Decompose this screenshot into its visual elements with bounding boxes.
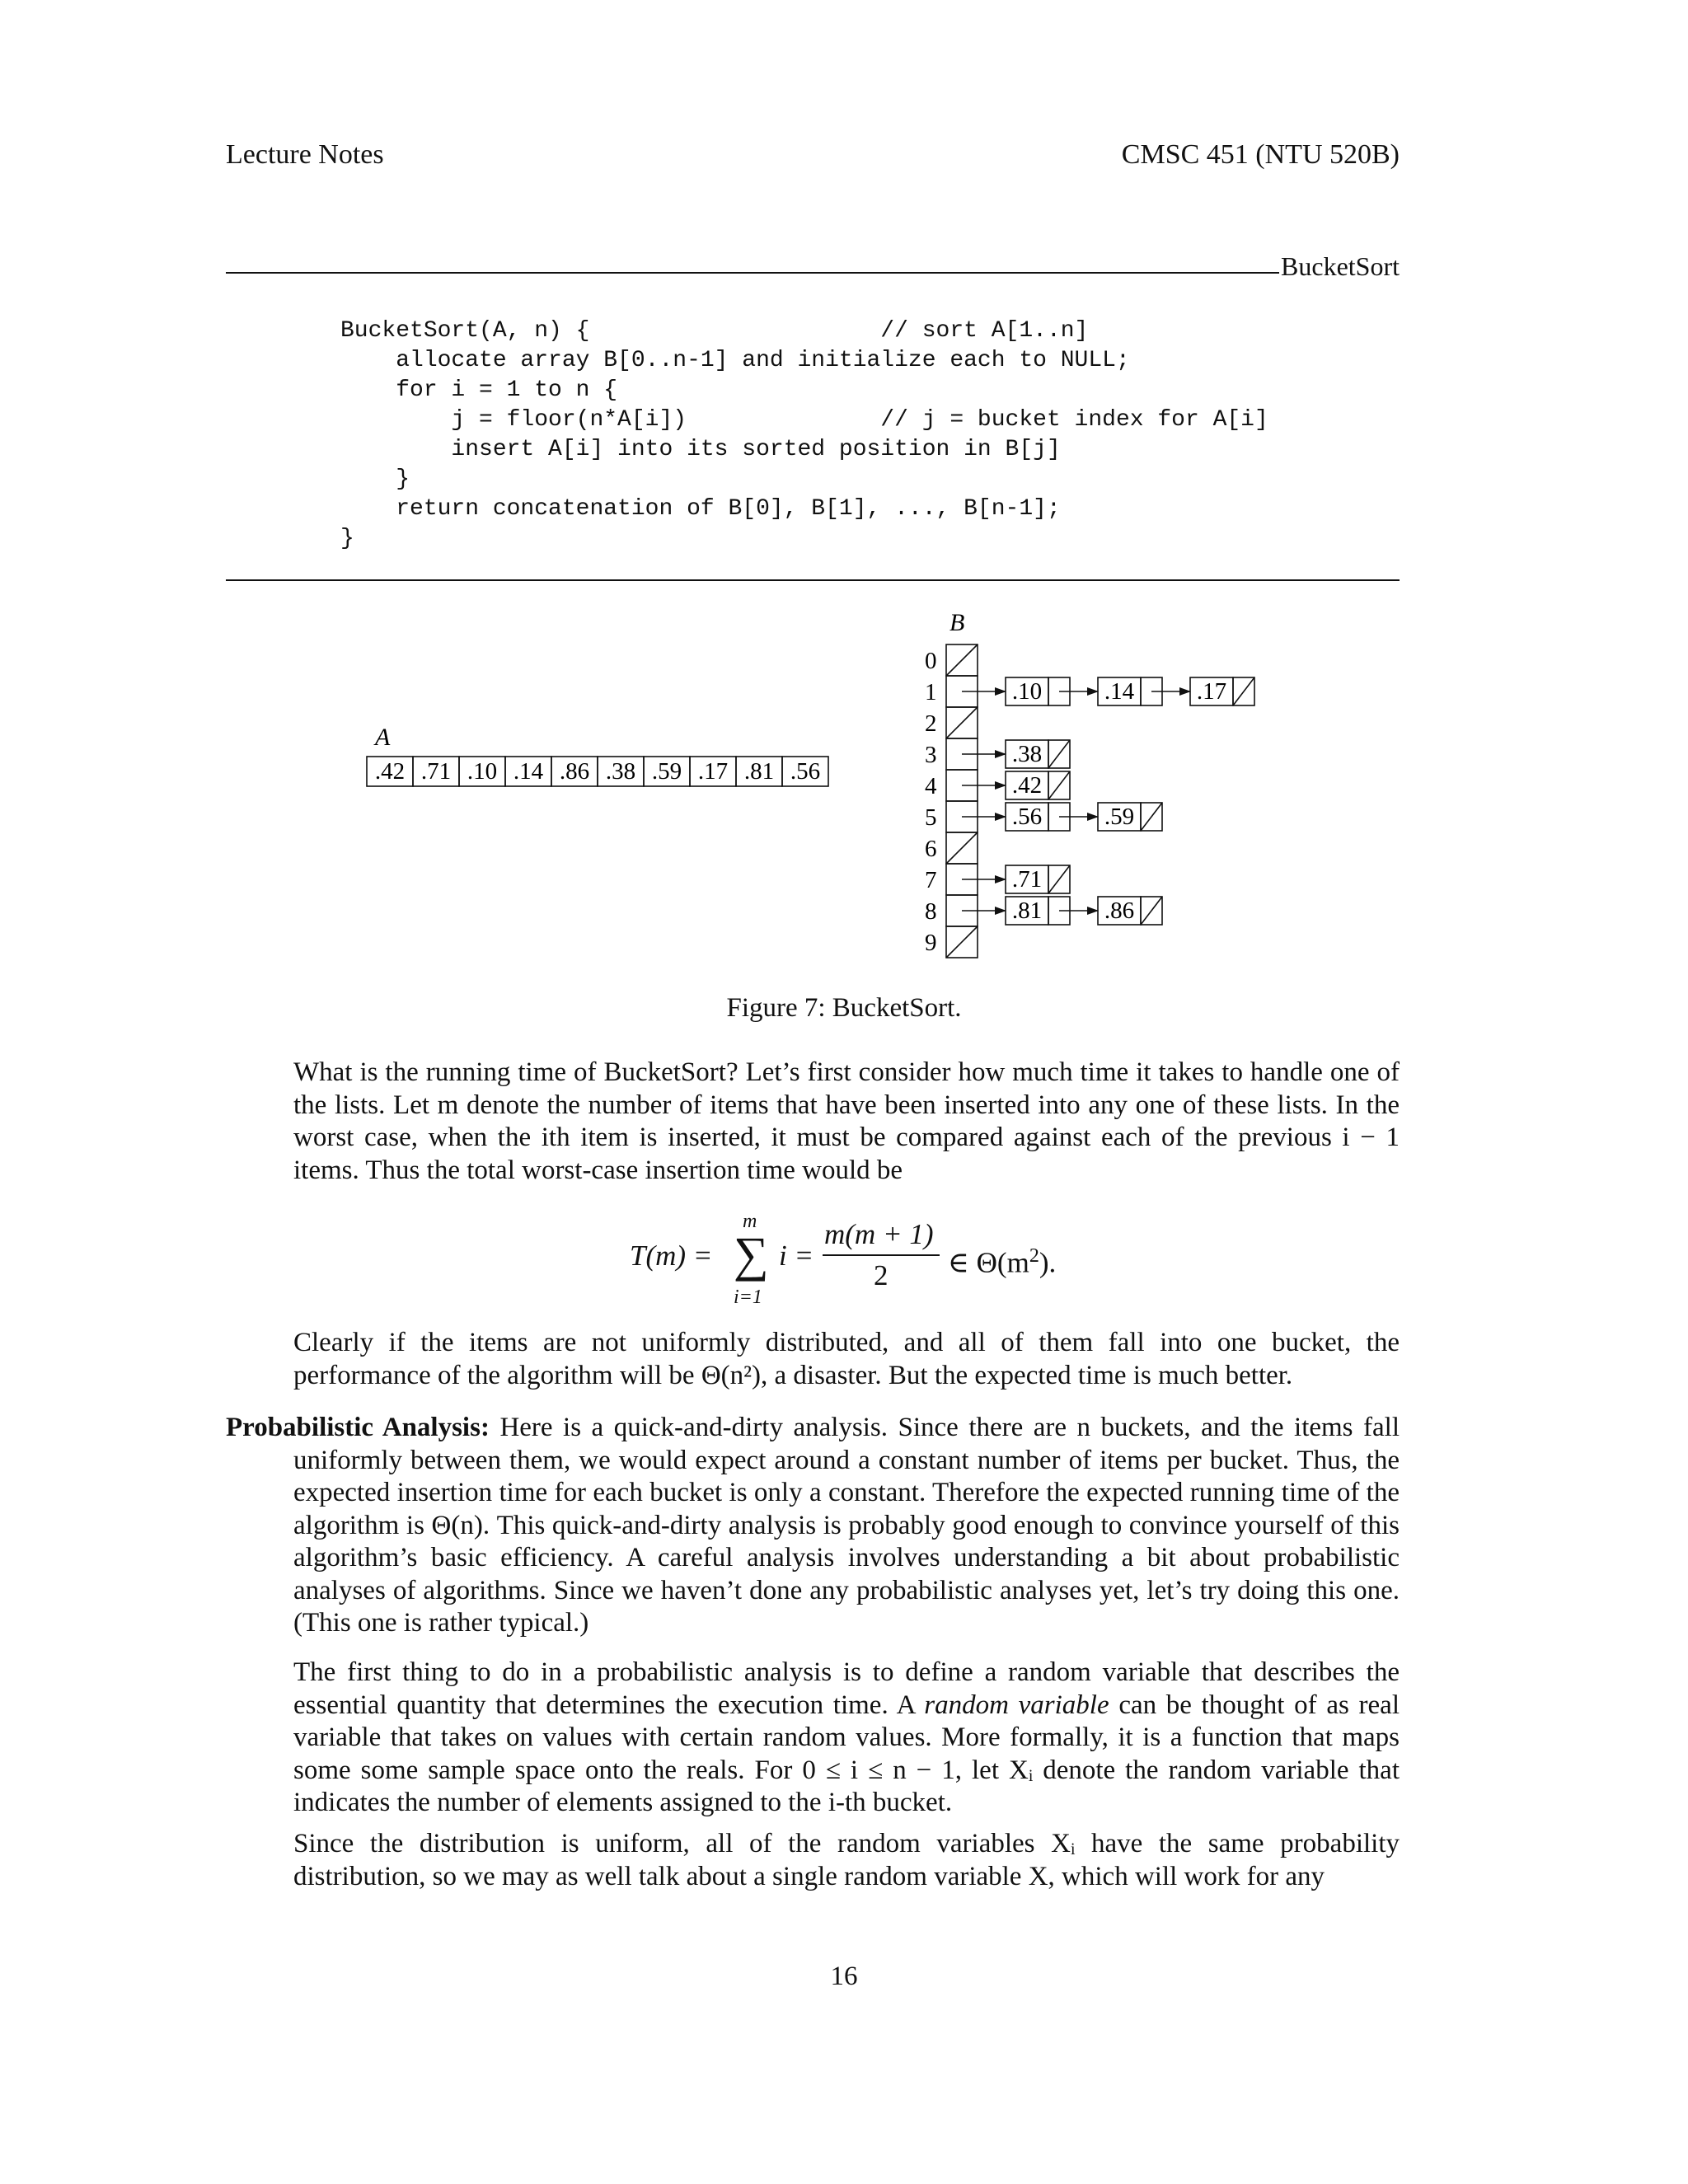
null-pointer-slash: [1141, 803, 1162, 831]
code-line: for i = 1 to n {: [340, 377, 618, 403]
paragraph-running-time: [293, 1057, 1400, 1187]
code-listing: [340, 316, 1268, 554]
list-node-text: .38: [1011, 741, 1043, 767]
section-rule-top: [226, 272, 1279, 274]
array-value: .38: [605, 758, 636, 785]
paragraph-nonuniform: [293, 1327, 1400, 1392]
bucket-index: 6: [925, 836, 937, 862]
bucket-index: 4: [925, 773, 937, 799]
array-value: .42: [374, 758, 406, 785]
code-line: }: [340, 526, 354, 551]
section-rule-bottom: [226, 579, 1400, 581]
section-label: BucketSort: [1281, 251, 1400, 281]
bucket-index: 5: [925, 804, 937, 831]
null-pointer-slash: [946, 644, 978, 676]
list-node-text: .81: [1011, 898, 1043, 924]
list-node-text: .71: [1011, 866, 1043, 893]
array-value: .10: [467, 758, 498, 785]
code-line: j = floor(n*A[i]) // j = bucket index for A[i]: [340, 407, 1268, 433]
bucketsort-diagram: [354, 606, 1343, 968]
null-pointer-slash: [1048, 771, 1070, 799]
array-value: .59: [651, 758, 682, 785]
page-number: 16: [830, 1961, 858, 1991]
list-node-text: .17: [1196, 678, 1227, 705]
equation-rhs: [948, 1240, 1056, 1280]
fraction-denominator: 2: [874, 1259, 889, 1291]
sum-upper-limit: m: [743, 1211, 757, 1232]
fraction-bar: [823, 1254, 940, 1256]
bucket-index: 2: [925, 710, 937, 737]
rhs-end: ).: [1039, 1246, 1057, 1279]
display-equation: [0, 1211, 1688, 1308]
paragraph-text: The first thing to do in a probabilistic analysis is to define a random variable that describes the essential quantity that determines the execution time. A: [293, 1657, 1400, 1720]
figure-caption: Figure 7: BucketSort.: [726, 993, 962, 1023]
bucket-index: 7: [925, 867, 937, 893]
fraction-numerator: m(m + 1): [824, 1218, 934, 1250]
bucketsort-figure: [354, 606, 1343, 968]
rhs-exponent: 2: [1029, 1245, 1039, 1267]
paragraph-text: What is the running time of BucketSort? Let’s first consider how much time it takes to handle one of the lists. Let m denote the number of items that have been inserted into any one of these lists. In the worst case, when the ith item is inserted, it must be compared against each of the previous i − 1 items. Thus the total worst-case insertion time would be: [293, 1057, 1400, 1185]
null-pointer-slash: [946, 707, 978, 738]
list-node-text: .56: [1011, 804, 1043, 830]
summand: i =: [779, 1240, 814, 1272]
code-line: return concatenation of B[0], B[1], ..., B[n-1];: [340, 496, 1061, 522]
paragraph-text: can be thought of as real variable that takes on values with certain random values. More formally, it is a function that maps some some sample space onto the reals. For 0 ≤ i ≤ n − 1, let Xᵢ denote the random variable that indicates the number of elements assigned to the i-th bucket.: [293, 1690, 1400, 1817]
list-node-text: .42: [1011, 772, 1043, 799]
null-pointer-slash: [1141, 897, 1162, 925]
paragraph-text: Here is a quick-and-dirty analysis. Since there are n buckets, and the items fall uniformly between them, we would expect around a constant number of items per bucket. Thus, the expected insertion time for each bucket is only a constant. Therefore the expected running time of the algorithm is Θ(n). This quick-and-dirty analysis is probably good enough to convince yourself of this algorithm’s basic efficiency. A careful analysis involves understanding a bit about probabilistic analyses of algorithms. Since we haven’t done any probabilistic analyses yet, let’s try doing this one. (This one is rather typical.): [293, 1413, 1400, 1638]
equation-lhs: T(m) =: [630, 1240, 713, 1272]
array-value: .81: [743, 758, 775, 785]
bucket-index: 3: [925, 742, 937, 768]
array-value: .17: [697, 758, 729, 785]
array-label: A: [375, 724, 391, 751]
list-node-text: .86: [1104, 898, 1135, 924]
paragraph-random-variable: [293, 1657, 1400, 1820]
null-pointer-slash: [946, 832, 978, 864]
code-line: allocate array B[0..n-1] and initialize each to NULL;: [340, 348, 1130, 373]
array-value: .56: [790, 758, 821, 785]
null-pointer-slash: [1233, 677, 1254, 705]
running-header-right: CMSC 451 (NTU 520B): [1121, 139, 1400, 170]
list-node-text: .59: [1104, 804, 1135, 830]
list-node-text: .14: [1104, 678, 1135, 705]
null-pointer-slash: [1048, 740, 1070, 768]
buckets-label: B: [950, 609, 965, 636]
rhs-text: ∈ Θ(m: [948, 1246, 1029, 1279]
bucket-index: 0: [925, 648, 937, 674]
null-pointer-slash: [1048, 865, 1070, 893]
list-node-text: .10: [1011, 678, 1043, 705]
null-pointer-slash: [946, 926, 978, 958]
array-value: .71: [420, 758, 452, 785]
sum-lower-limit: i=1: [734, 1286, 762, 1308]
bucket-index: 9: [925, 930, 937, 956]
paragraph-text: Clearly if the items are not uniformly distributed, and all of them fall into one bucket, the performance of the algorithm will be Θ(n²), a disaster. But the expected time is much better.: [293, 1328, 1400, 1390]
paragraph-text: Since the distribution is uniform, all of the random variables Xᵢ have the same probability distribution, so we may as well talk about a single random variable X, which will work for any: [293, 1829, 1400, 1891]
sum-symbol: ∑: [734, 1227, 769, 1282]
running-header-left: Lecture Notes: [226, 139, 384, 170]
emphasis-term: random variable: [924, 1690, 1109, 1720]
code-line: insert A[i] into its sorted position in B[j]: [340, 437, 1061, 462]
array-value: .14: [513, 758, 544, 785]
paragraph-probabilistic-analysis: [226, 1412, 1400, 1640]
code-line: BucketSort(A, n) { // sort A[1..n]: [340, 318, 1089, 344]
array-value: .86: [559, 758, 590, 785]
bucket-index: 1: [925, 679, 937, 705]
paragraph-uniform-distribution: [293, 1828, 1400, 1893]
paragraph-heading: Probabilistic Analysis:: [226, 1413, 490, 1442]
bucket-index: 8: [925, 898, 937, 925]
code-line: }: [340, 466, 410, 492]
